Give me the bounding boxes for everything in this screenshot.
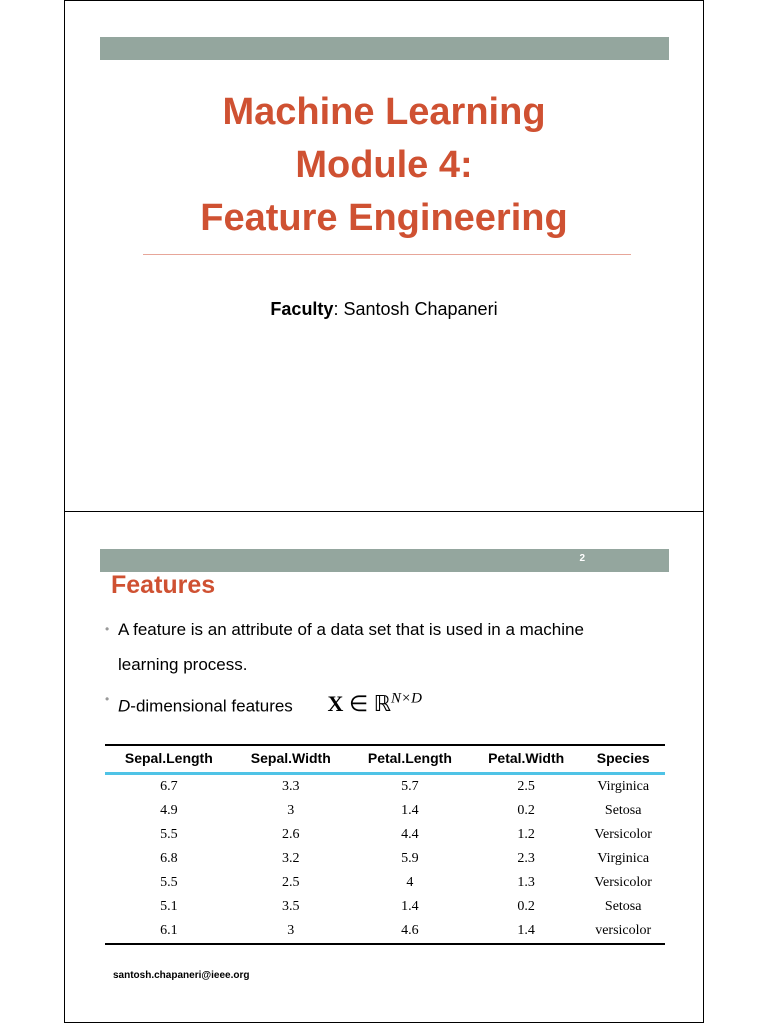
column-header: Sepal.Length (105, 745, 233, 774)
table-cell: 2.5 (282, 875, 300, 890)
slide-heading: Features (111, 571, 216, 599)
slide-header-bar (100, 549, 669, 572)
table-cell: versicolor (581, 919, 665, 944)
bullet-item (105, 612, 665, 682)
column-header: Petal.Length (349, 745, 471, 774)
title-divider (143, 254, 631, 255)
column-header: Petal.Width (471, 745, 582, 774)
table-cell: 6.1 (105, 919, 233, 944)
table-row (105, 774, 665, 800)
table-cell: 5.5 (160, 875, 178, 890)
column-header: Sepal.Width (233, 745, 349, 774)
table-cell: 4 (406, 875, 414, 890)
bullet-list (105, 612, 665, 723)
table-row (105, 871, 665, 895)
table-cell: Virginica (597, 851, 650, 866)
table-row (105, 823, 665, 847)
table-cell: Setosa (604, 803, 642, 818)
table-cell: 3.3 (282, 779, 300, 794)
title-line: Machine Learning (222, 91, 546, 133)
table-row (105, 799, 665, 823)
table-cell: 6.7 (160, 779, 178, 794)
table-cell: 2.5 (517, 779, 535, 794)
table-cell: 5.7 (401, 779, 419, 794)
table-cell: Virginica (597, 779, 650, 794)
slide-title (65, 86, 703, 245)
bullet-text: -dimensional features (130, 696, 293, 716)
table-cell: 1.4 (471, 919, 582, 944)
table-cell: 4.4 (401, 827, 419, 842)
table-cell: 6.8 (160, 851, 178, 866)
math-exponent: N×D (391, 691, 423, 707)
iris-table (105, 744, 665, 945)
math-symbol: X (327, 691, 344, 717)
table-cell: Setosa (604, 899, 642, 914)
table-cell: 4.9 (160, 803, 178, 818)
table-cell: 5.9 (401, 851, 419, 866)
page-frame (64, 0, 704, 1023)
table-cell: 3 (287, 803, 295, 818)
math-set: ℝ (373, 691, 392, 717)
table-cell: Versicolor (594, 827, 652, 842)
faculty-name: : Santosh Chapaneri (333, 299, 498, 319)
table-cell: 0.2 (517, 803, 535, 818)
table-row (105, 847, 665, 871)
column-header: Species (581, 745, 665, 774)
bullet-text: learning process. (118, 655, 248, 674)
title-slide (65, 1, 703, 511)
table-cell: 4.6 (349, 919, 471, 944)
bullet-dot-icon: • (105, 622, 110, 636)
title-line: Feature Engineering (200, 197, 568, 239)
table-cell: 3.2 (282, 851, 300, 866)
table-cell: 1.4 (401, 803, 419, 818)
features-slide (65, 511, 703, 1024)
faculty-label: Faculty (270, 299, 334, 319)
bullet-italic: D (118, 696, 131, 716)
table-row (105, 919, 665, 944)
table-header-row (105, 745, 665, 774)
bullet-text: A feature is an attribute of a data set that is used in a machine (118, 620, 584, 639)
table-cell: 5.5 (160, 827, 178, 842)
table-cell: 2.6 (282, 827, 300, 842)
bullet-item (105, 682, 665, 723)
table-cell: 1.2 (517, 827, 535, 842)
table-cell: 5.1 (160, 899, 178, 914)
table-cell: 0.2 (517, 899, 535, 914)
table-cell: Versicolor (594, 875, 652, 890)
math-rel: ∈ (348, 691, 369, 717)
slide-number: 2 (579, 553, 585, 564)
slide-header-bar (100, 37, 669, 60)
table-cell: 3.5 (282, 899, 300, 914)
table-row (105, 895, 665, 919)
table-cell: 1.4 (401, 899, 419, 914)
title-line: Module 4: (295, 144, 473, 186)
bullet-dot-icon: • (105, 692, 110, 706)
author-email: santosh.chapaneri@ieee.org (113, 970, 250, 981)
table-cell: 3 (233, 919, 349, 944)
table-cell: 1.3 (517, 875, 535, 890)
math-formula (328, 691, 422, 716)
table-cell: 2.3 (517, 851, 535, 866)
faculty-line (65, 299, 703, 320)
